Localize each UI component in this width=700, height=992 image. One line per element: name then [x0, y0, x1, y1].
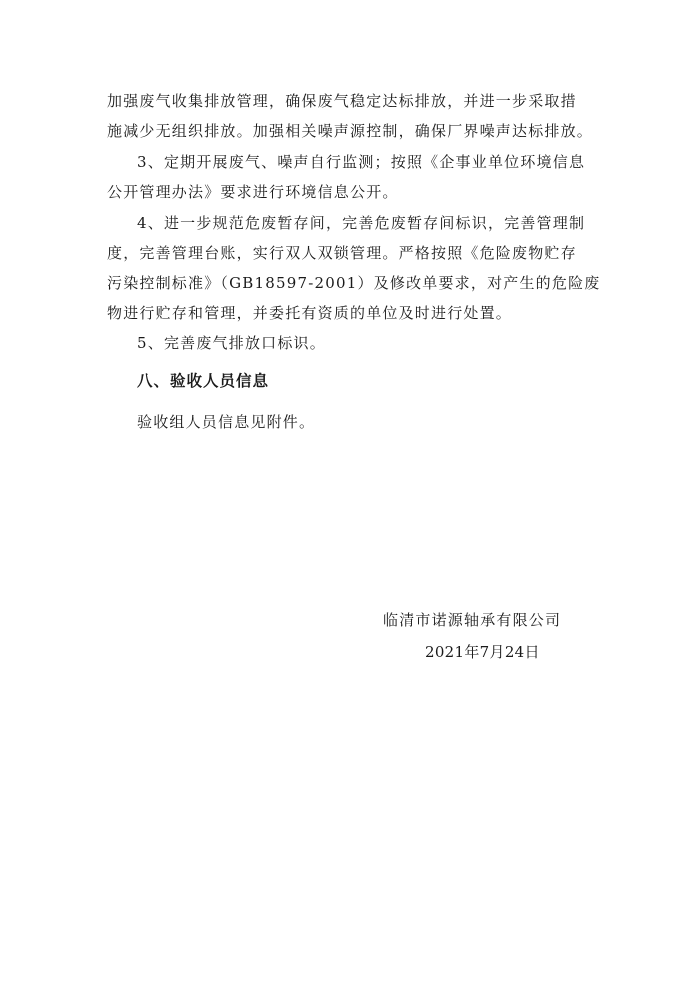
list-item-4-line: 度，完善管理台账，实行双人双锁管理。严格按照《危险废物贮存 — [107, 244, 577, 262]
list-item-4-line: 4、进一步规范危废暂存间，完善危废暂存间标识，完善管理制 — [137, 214, 586, 232]
signature-company: 临清市诺源轴承有限公司 — [383, 611, 562, 629]
signature-date: 2021年7月24日 — [425, 643, 540, 661]
list-item-4-line: 污染控制标准》（GB18597-2001）及修改单要求，对产生的危险废 — [107, 274, 601, 292]
list-item-4-line: 物进行贮存和管理，并委托有资质的单位及时进行处置。 — [107, 304, 513, 322]
list-item-5: 5、完善废气排放口标识。 — [137, 334, 326, 352]
section-heading: 八、验收人员信息 — [137, 372, 270, 390]
body-text-line: 加强废气收集排放管理，确保废气稳定达标排放，并进一步采取措 — [107, 92, 577, 110]
body-text-line: 施减少无组织排放。加强相关噪声源控制，确保厂界噪声达标排放。 — [107, 122, 594, 140]
section-body: 验收组人员信息见附件。 — [137, 413, 316, 431]
list-item-3-line: 公开管理办法》要求进行环境信息公开。 — [107, 183, 399, 201]
list-item-3-line: 3、定期开展废气、噪声自行监测；按照《企事业单位环境信息 — [137, 153, 586, 171]
